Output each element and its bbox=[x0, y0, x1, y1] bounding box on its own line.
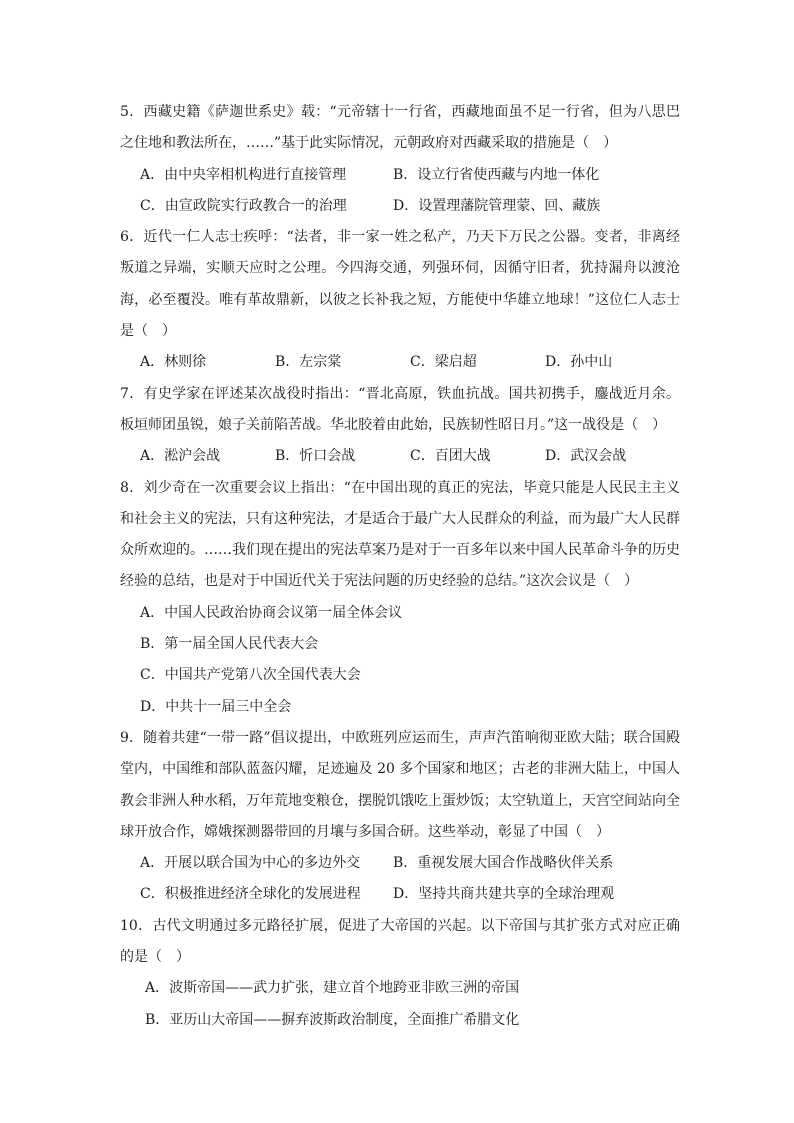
question-6 bbox=[120, 222, 680, 378]
option-d[interactable]: D．设置理藩院管理蒙、回、藏族 bbox=[393, 197, 601, 214]
question-5 bbox=[120, 97, 680, 222]
option-b[interactable]: B．重视发展大国合作战略伙伴关系 bbox=[393, 855, 614, 872]
options-row bbox=[120, 879, 680, 910]
question-stem: 9．随着共建“一带一路”倡议提出，中欧班列应运而生，声声汽笛响彻亚欧大陆；联合国殿堂内，中国维和部队蓝盔闪耀，足迹遍及 20 多个国家和地区；古老的非洲大陆上，中国人教会非洲人种水稻，万年荒地变粮仓，摆脱饥饿吃上蛋炒饭；太空轨道上，天宫空间站向全球开放合作，嫦娥探测器带回的月壤与多国合研。这些举动，彰显了中国（ ） bbox=[120, 729, 680, 840]
question-10 bbox=[120, 911, 680, 1036]
option-d[interactable]: D．武汉会战 bbox=[545, 448, 627, 465]
option-b[interactable]: B．第一届全国人民代表大会 bbox=[140, 636, 319, 653]
option-a[interactable]: A．中国人民政治协商会议第一届全体会议 bbox=[140, 604, 403, 621]
option-c[interactable]: C．由宣政院实行政教合一的治理 bbox=[140, 197, 347, 214]
option-a[interactable]: A．波斯帝国——武力扩张，建立首个地跨亚非欧三洲的帝国 bbox=[145, 980, 520, 997]
question-stem: 6．近代一仁人志士疾呼：“法者，非一家一姓之私产，乃天下万民之公器。变者，非离经叛道之异端，实顺天应时之公理。今四海交通，列强环伺，因循守旧者，犹持漏舟以渡沧海，必至覆没。唯有革故鼎新，以彼之长补我之短，方能使中华雄立地球！”这位仁人志士是（ ） bbox=[120, 229, 680, 340]
options-row bbox=[120, 347, 680, 378]
question-8 bbox=[120, 473, 680, 723]
option-b[interactable]: B．左宗棠 bbox=[275, 354, 342, 371]
question-stem: 10．古代文明通过多元路径扩展，促进了大帝国的兴起。以下帝国与其扩张方式对应正确的是（ ） bbox=[120, 917, 680, 966]
option-c[interactable]: C．中国共产党第八次全国代表大会 bbox=[140, 667, 361, 684]
option-a[interactable]: A．由中央宰相机构进行直接管理 bbox=[140, 166, 347, 183]
options-row bbox=[120, 191, 680, 222]
options-row bbox=[120, 848, 680, 879]
option-d[interactable]: D．坚持共商共建共享的全球治理观 bbox=[393, 886, 615, 903]
option-d[interactable]: D．中共十一届三中全会 bbox=[140, 698, 292, 715]
question-stem: 5．西藏史籍《萨迦世系史》载：“元帝辖十一行省，西藏地面虽不足一行省，但为八思巴之住地和教法所在，……”基于此实际情况，元朝政府对西藏采取的措施是（ ） bbox=[120, 104, 680, 152]
option-b[interactable]: B．忻口会战 bbox=[275, 448, 356, 465]
option-c[interactable]: C．百团大战 bbox=[410, 448, 491, 465]
option-a[interactable]: A．林则徐 bbox=[140, 354, 207, 371]
option-d[interactable]: D．孙中山 bbox=[545, 354, 613, 371]
question-9 bbox=[120, 723, 680, 911]
option-c[interactable]: C．积极推进经济全球化的发展进程 bbox=[140, 886, 361, 903]
option-c[interactable]: C．梁启超 bbox=[410, 354, 477, 371]
options-row bbox=[120, 160, 680, 191]
question-list bbox=[120, 97, 680, 1036]
question-7 bbox=[120, 379, 680, 473]
options-row bbox=[120, 441, 680, 472]
option-a[interactable]: A．淞沪会战 bbox=[140, 448, 221, 465]
option-b[interactable]: B．设立行省使西藏与内地一体化 bbox=[393, 166, 600, 183]
option-a[interactable]: A．开展以联合国为中心的多边外交 bbox=[140, 855, 361, 872]
question-stem: 8．刘少奇在一次重要会议上指出：“在中国出现的真正的宪法，毕竟只能是人民民主主义和社会主义的宪法，只有这种宪法，才是适合于最广大人民群众的利益，而为最广大人民群众所欢迎的。……我们现在提出的宪法草案乃是对于一百多年以来中国人民革命斗争的历史经验的总结，也是对于中国近代关于宪法问题的历史经验的总结。”这次会议是（ ） bbox=[120, 479, 680, 590]
option-b[interactable]: B．亚历山大帝国——摒弃波斯政治制度，全面推广希腊文化 bbox=[145, 1011, 520, 1028]
question-stem: 7．有史学家在评述某次战役时指出：“晋北高原，铁血抗战。国共初携手，鏖战近月余。板垣师团虽锐，娘子关前陷苦战。华北胶着由此始，民族韧性昭日月。”这一战役是（ ） bbox=[120, 385, 680, 433]
